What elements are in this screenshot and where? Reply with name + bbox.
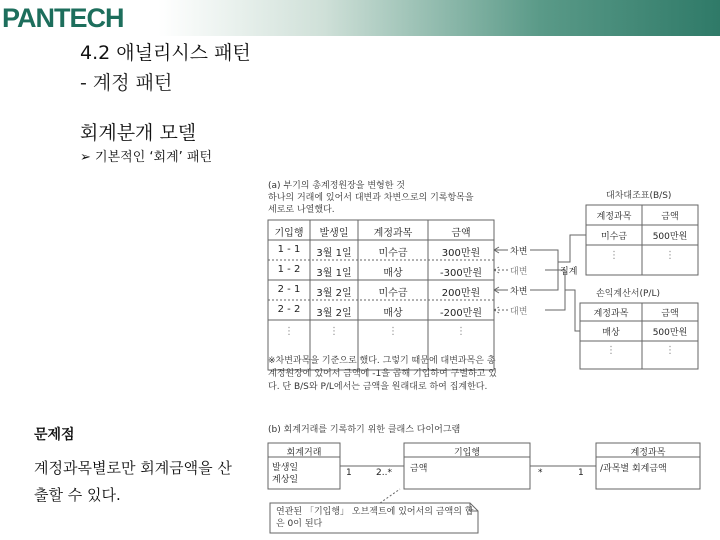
journal-cell: 3월 1일 bbox=[316, 248, 352, 259]
figure-note: ※차변과목을 기준으로 했다. 그렇기 때문에 대변과목은 총계정원장에 있어서 금액에 -1을 곱해 기입하여 구별하고 있다. 단 B/S와 P/L에서는 금액을 원래대로 하여 집계한다. bbox=[268, 356, 497, 392]
model-title: 회계분개 모델 bbox=[80, 122, 197, 144]
ellipsis-marker: ⋮ bbox=[665, 250, 675, 261]
page-subtitle: - 계정 패턴 bbox=[80, 72, 173, 94]
uml-attr: /과목별 회계금액 bbox=[600, 464, 667, 474]
uml-class-account-name: 계정과목 bbox=[630, 448, 666, 458]
uml-attr: 금액 bbox=[410, 464, 428, 474]
pl-header: 계정과목 bbox=[593, 309, 629, 319]
bs-cell: 500만원 bbox=[652, 232, 688, 242]
caption-a-line1: (a) 부기의 총계정원장을 변형한 것 bbox=[268, 181, 406, 191]
arrow-bullet-icon: ➢ bbox=[80, 150, 96, 165]
pl-title: 손익계산서(P/L) bbox=[596, 289, 660, 299]
journal-cell: 300만원 bbox=[441, 248, 481, 259]
journal-cell: 3월 1일 bbox=[316, 268, 352, 279]
journal-cell: 3월 2일 bbox=[316, 288, 352, 299]
uml-multiplicity: 1 bbox=[578, 468, 584, 478]
journal-cell: 2 - 1 bbox=[277, 284, 301, 295]
pl-cell: 500만원 bbox=[652, 328, 688, 338]
journal-cell: 1 - 2 bbox=[277, 264, 301, 275]
uml-multiplicity: 2..* bbox=[376, 468, 392, 478]
side-label-credit: 대변 bbox=[510, 307, 528, 317]
caption-a-line2: 하나의 거래에 있어서 대변과 차변으로의 기록항목을 bbox=[268, 193, 474, 203]
ellipsis-marker: ⋮ bbox=[284, 326, 294, 337]
journal-header: 금액 bbox=[451, 228, 471, 239]
journal-header: 기입행 bbox=[274, 228, 304, 239]
sum-label: 집계 bbox=[560, 267, 578, 277]
bs-header: 계정과목 bbox=[596, 212, 632, 222]
problem-title: 문제점 bbox=[34, 427, 75, 443]
pantech-logo: PANTECH bbox=[2, 3, 124, 33]
uml-note: 연관된 「기입행」 오브젝트에 있어서의 금액의 합은 0이 된다 bbox=[276, 507, 474, 529]
ellipsis-marker: ⋮ bbox=[329, 326, 339, 337]
journal-cell: 매상 bbox=[383, 308, 403, 319]
problem-text: 계정과목별로만 회계금액을 산출할 수 있다. bbox=[34, 459, 232, 504]
ellipsis-marker: ⋮ bbox=[609, 250, 619, 261]
pl-header: 금액 bbox=[661, 309, 679, 319]
uml-class-entry-name: 기입행 bbox=[453, 448, 481, 458]
journal-cell: 3월 2일 bbox=[316, 308, 352, 319]
uml-attr: 발생일 bbox=[272, 463, 299, 473]
ellipsis-marker: ⋮ bbox=[456, 326, 466, 337]
uml-attr: 계상일 bbox=[272, 475, 299, 485]
journal-cell: -300만원 bbox=[439, 268, 482, 279]
ellipsis-marker: ⋮ bbox=[606, 345, 616, 356]
journal-cell: 2 - 2 bbox=[277, 304, 301, 315]
uml-multiplicity: 1 bbox=[346, 468, 352, 478]
journal-cell: -200만원 bbox=[439, 308, 482, 319]
bullet-text: 기본적인 ‘회계’ 패턴 bbox=[95, 150, 213, 165]
side-label-debit: 차변 bbox=[510, 287, 528, 297]
uml-class-transaction-name: 회계거래 bbox=[286, 448, 322, 458]
bs-cell: 미수금 bbox=[600, 232, 628, 242]
bs-title: 대차대조표(B/S) bbox=[606, 191, 672, 201]
page-title: 4.2 애널리시스 패턴 bbox=[80, 42, 251, 64]
journal-cell: 미수금 bbox=[378, 288, 408, 299]
caption-b: (b) 회계거래를 기록하기 위한 클래스 다이어그램 bbox=[268, 425, 461, 435]
ellipsis-marker: ⋮ bbox=[665, 345, 675, 356]
journal-cell: 미수금 bbox=[378, 248, 408, 259]
journal-cell: 1 - 1 bbox=[277, 244, 301, 255]
journal-header: 발생일 bbox=[319, 228, 349, 239]
side-label-debit: 차변 bbox=[510, 247, 528, 257]
journal-cell: 매상 bbox=[383, 268, 403, 279]
bs-header: 금액 bbox=[661, 212, 679, 222]
journal-cell: 200만원 bbox=[441, 288, 481, 299]
side-label-credit: 대변 bbox=[510, 267, 528, 277]
ellipsis-marker: ⋮ bbox=[388, 326, 398, 337]
pl-cell: 매상 bbox=[602, 328, 620, 338]
uml-multiplicity: * bbox=[538, 468, 543, 478]
caption-a-line3: 세로로 나열했다. bbox=[268, 205, 335, 215]
journal-header: 계정과목 bbox=[373, 228, 413, 239]
